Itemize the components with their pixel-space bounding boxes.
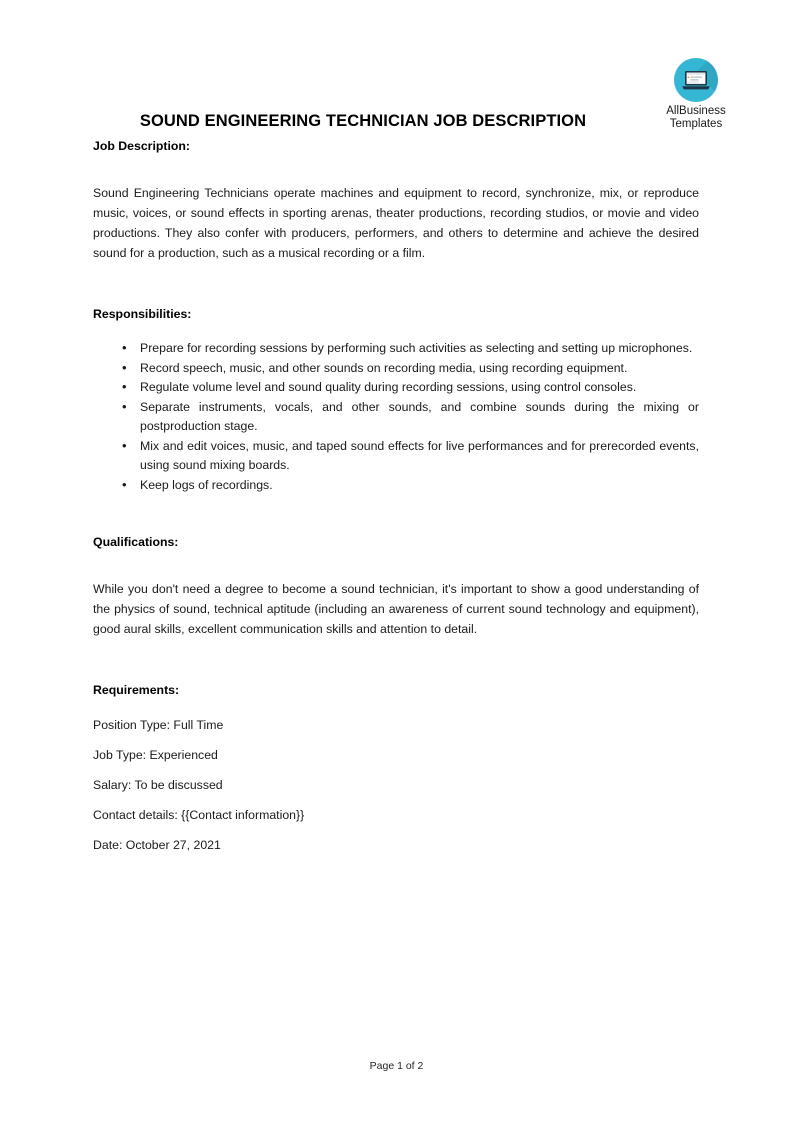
spacer <box>93 549 699 579</box>
list-item: • Separate instruments, vocals, and other sounds, and combine sounds during the mixing or postproduction stage. <box>93 398 699 437</box>
heading-requirements: Requirements: <box>93 683 180 697</box>
requirement-job-type: Job Type: Experienced <box>93 748 218 762</box>
list-item: • Record speech, music, and other sounds on recording media, using recording equipment. <box>93 359 699 379</box>
page-footer: Page 1 of 2 <box>369 1060 424 1072</box>
document-body <box>93 139 699 865</box>
paragraph-job-description: Sound Engineering Technicians operate machines and equipment to record, synchronize, mix, or reproduce music, voices, or sound effects in sporting arenas, theater productions, recording studios, or movie and video productions. They also confer with producers, performers, and others to determine and achieve the desired sound for a production, such as a musical recording or a film. <box>93 186 699 260</box>
spacer <box>93 263 699 307</box>
list-item: • Keep logs of recordings. <box>93 476 699 496</box>
spacer <box>93 697 699 715</box>
spacer <box>93 639 699 683</box>
responsibilities-list <box>93 339 699 495</box>
heading-qualifications: Qualifications: <box>93 535 179 549</box>
requirement-position-type: Position Type: Full Time <box>93 718 224 732</box>
laptop-icon <box>674 58 718 102</box>
spacer <box>93 153 699 183</box>
allbusiness-templates-logo[interactable] <box>650 58 742 131</box>
page-title: SOUND ENGINEERING TECHNICIAN JOB DESCRIPTION <box>139 112 587 130</box>
heading-job-description: Job Description: <box>93 139 191 153</box>
list-item: • Regulate volume level and sound quality during recording sessions, using control consoles. <box>93 378 699 398</box>
heading-responsibilities: Responsibilities: <box>93 307 192 321</box>
logo-wordmark <box>650 105 742 131</box>
paragraph-qualifications: While you don't need a degree to become a sound technician, it's important to show a good understanding of the physics of sound, technical aptitude (including an awareness of current sound technology and equipment), good aural skills, excellent communication skills and attention to detail. <box>93 582 699 636</box>
list-item: • Mix and edit voices, music, and taped sound effects for live performances and for prerecorded events, using sound mixing boards. <box>93 437 699 476</box>
requirement-salary: Salary: To be discussed <box>93 778 223 792</box>
requirement-date: Date: October 27, 2021 <box>93 838 221 852</box>
spacer <box>93 321 699 339</box>
logo-line-1: AllBusiness <box>666 105 726 117</box>
logo-circle <box>674 58 718 102</box>
logo-line-2: Templates <box>669 118 723 130</box>
requirement-contact-details: Contact details: {{Contact information}} <box>93 808 305 822</box>
spacer <box>93 495 699 535</box>
list-item: • Prepare for recording sessions by performing such activities as selecting and setting up microphones. <box>93 339 699 359</box>
